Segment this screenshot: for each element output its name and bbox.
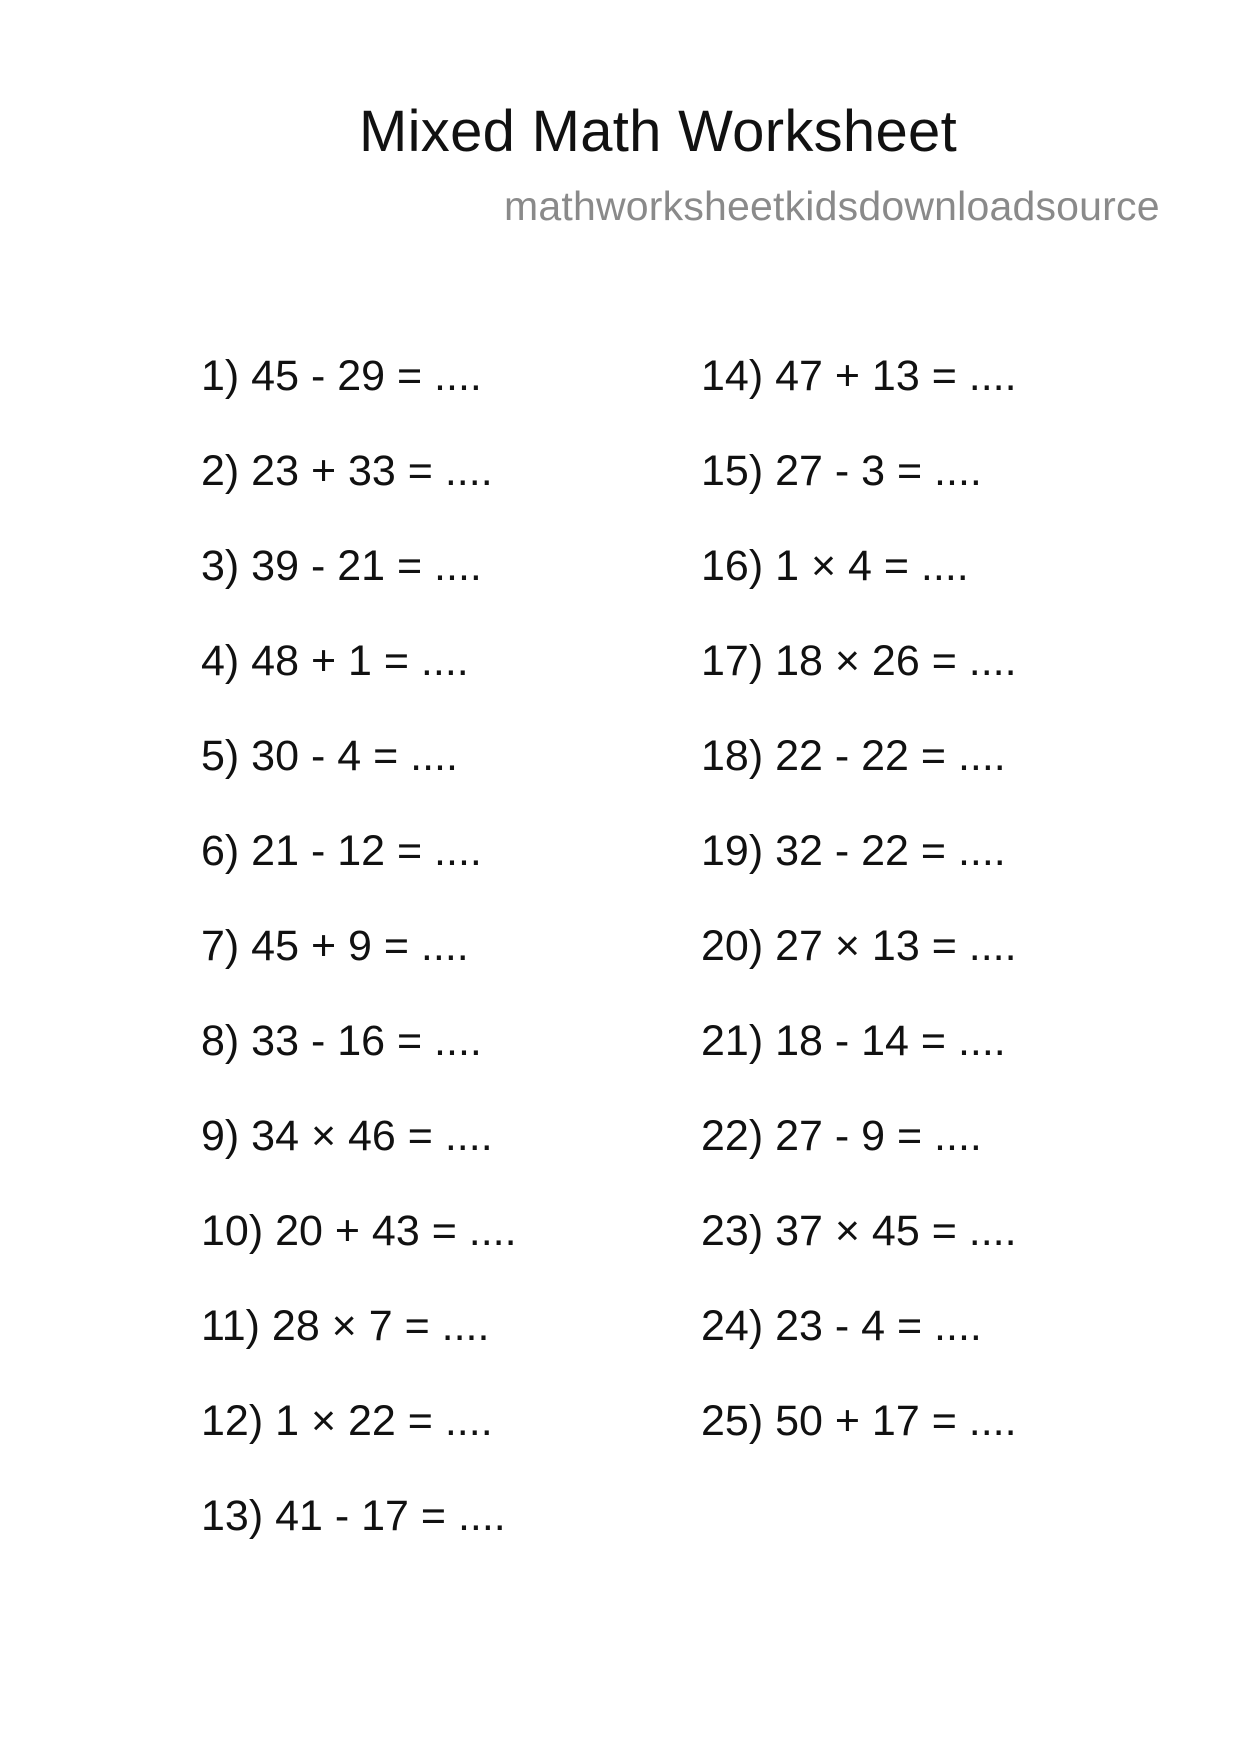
math-problem: 4) 48 + 1 = ....	[201, 637, 469, 685]
math-problem: 10) 20 + 43 = ....	[201, 1207, 517, 1255]
math-problem: 22) 27 - 9 = ....	[701, 1112, 982, 1160]
math-problem: 11) 28 × 7 = ....	[201, 1302, 490, 1350]
math-problem: 1) 45 - 29 = ....	[201, 352, 482, 400]
math-problem: 24) 23 - 4 = ....	[701, 1302, 982, 1350]
math-problem: 8) 33 - 16 = ....	[201, 1017, 482, 1065]
math-problem: 13) 41 - 17 = ....	[201, 1492, 506, 1540]
math-problem: 17) 18 × 26 = ....	[701, 637, 1017, 685]
math-problem: 15) 27 - 3 = ....	[701, 447, 982, 495]
worksheet-title: Mixed Math Worksheet	[358, 99, 958, 164]
math-problem: 7) 45 + 9 = ....	[201, 922, 469, 970]
math-problem: 18) 22 - 22 = ....	[701, 732, 1006, 780]
math-problem: 2) 23 + 33 = ....	[201, 447, 493, 495]
math-problem: 5) 30 - 4 = ....	[201, 732, 458, 780]
math-problem: 23) 37 × 45 = ....	[701, 1207, 1017, 1255]
math-problem: 12) 1 × 22 = ....	[201, 1397, 493, 1445]
math-problem: 16) 1 × 4 = ....	[701, 542, 969, 590]
math-problem: 25) 50 + 17 = ....	[701, 1397, 1017, 1445]
problem-column-left	[201, 348, 517, 1583]
math-problem: 14) 47 + 13 = ....	[701, 352, 1017, 400]
watermark-text: mathworksheetkidsdownloadsource	[504, 183, 1160, 229]
math-problem: 6) 21 - 12 = ....	[201, 827, 482, 875]
problem-column-right	[701, 348, 1017, 1488]
math-problem: 20) 27 × 13 = ....	[701, 922, 1017, 970]
math-problem: 21) 18 - 14 = ....	[701, 1017, 1006, 1065]
math-problem: 3) 39 - 21 = ....	[201, 542, 482, 590]
math-problem: 9) 34 × 46 = ....	[201, 1112, 493, 1160]
math-problem: 19) 32 - 22 = ....	[701, 827, 1006, 875]
